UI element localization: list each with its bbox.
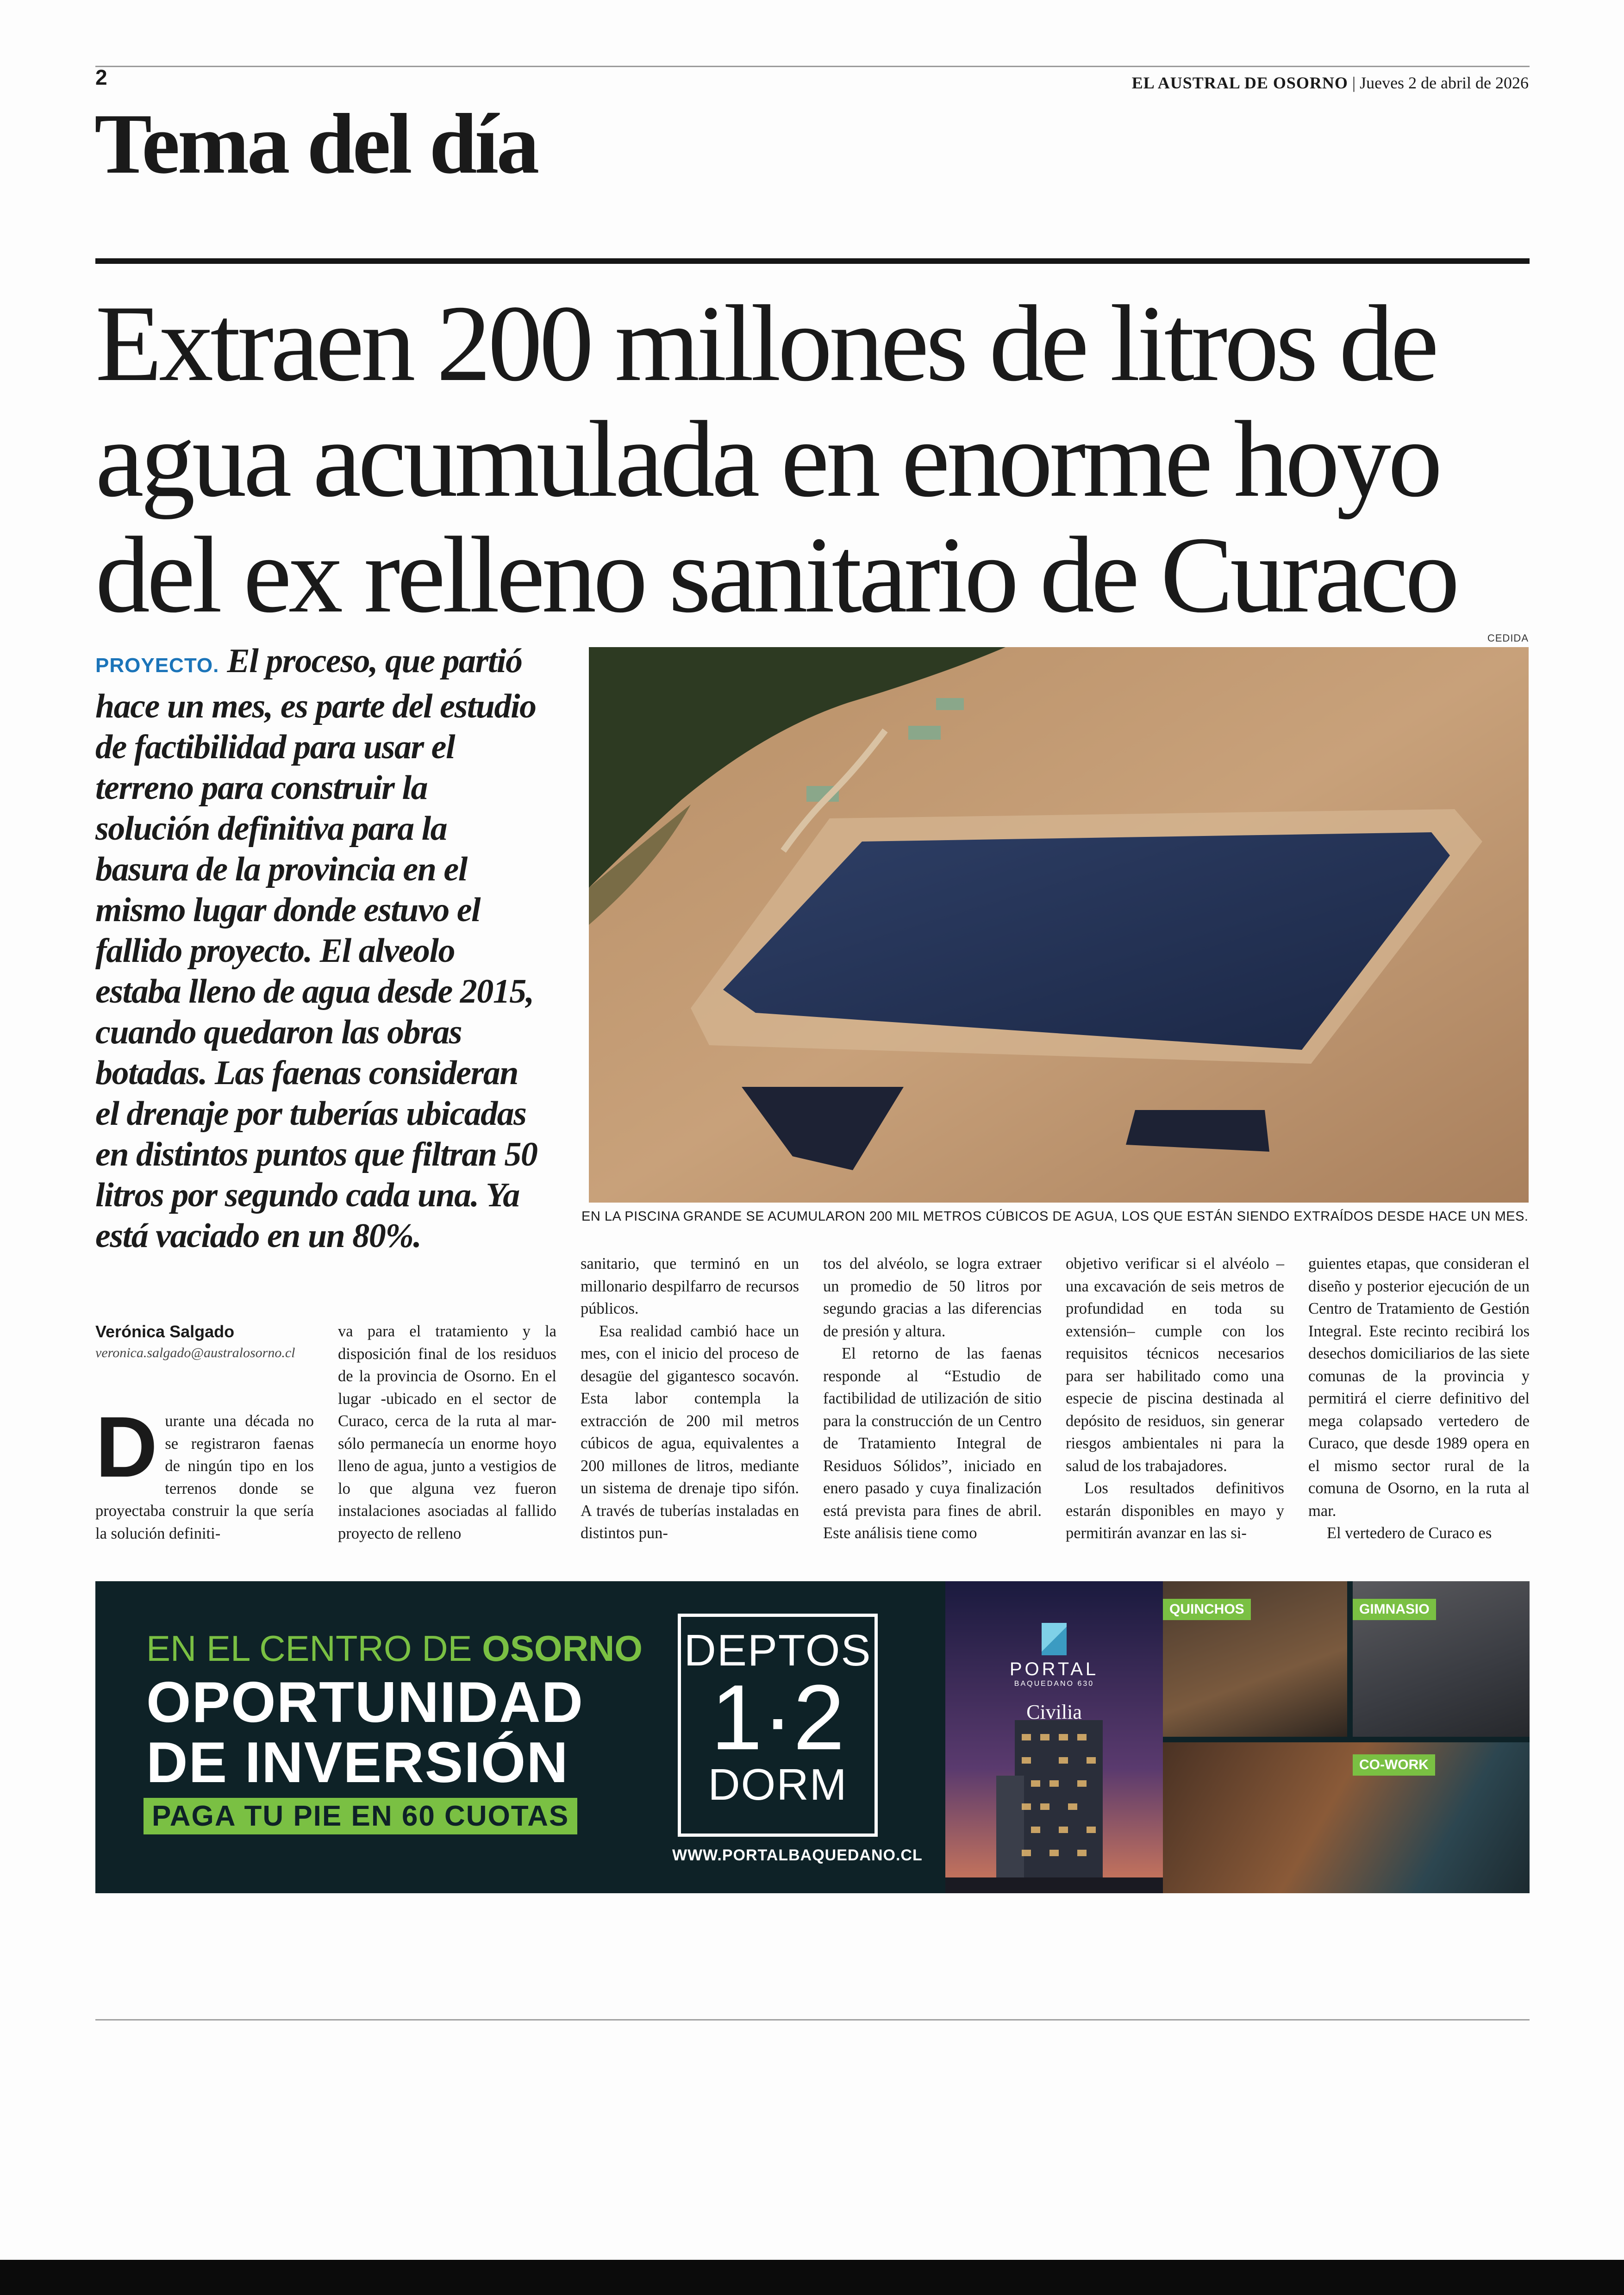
ad-brand-block xyxy=(945,1623,1163,1724)
body-paragraph: sanitario, que terminó en un millonario despilfarro de recursos públicos. xyxy=(581,1255,799,1317)
bottom-rule xyxy=(95,2019,1530,2021)
masthead-separator: | xyxy=(1352,74,1360,92)
top-rule xyxy=(95,66,1530,67)
article-photo xyxy=(589,647,1529,1203)
page-number: 2 xyxy=(95,65,107,89)
lead-text: El proceso, que partió hace un mes, es parte del estudio de factibilidad para usar el terreno para construir la solución definitiva para la basura de la provincia en el mismo lugar donde estuvo el fallido proyecto. El alveolo estaba lleno de agua desde 2015, cuando quedaron las obras botadas. Las faenas consideran el drenaje por tuberías ubicadas en distintos puntos que filtran 50 litros por segundo cada una. Ya está vaciado en un 80%. xyxy=(95,642,537,1255)
ad-cuotas-badge: PAGA TU PIE EN 60 CUOTAS xyxy=(144,1798,577,1834)
body-paragraph: tos del alvéolo, se logra extraer un promedio de 50 litros por segundo gracias a las diferencias de presión y altura. xyxy=(823,1255,1042,1340)
ad-tag-cowork: CO-WORK xyxy=(1353,1754,1435,1776)
body-column-1 xyxy=(95,1399,314,1545)
body-column-2 xyxy=(338,1320,556,1545)
body-paragraph: guientes etapas, que consideran el diseño y posterior ejecución de un Centro de Tratamiento de Gestión Integral. Este recinto recibirá los desechos domiciliarios de las siete comunas de la provincia y permitirá el cierre definitivo del mega colapsado vertedero de Curaco, que desde 1989 opera en el mismo sector rural de la comuna de Osorno, en la ruta al mar. xyxy=(1308,1255,1530,1520)
ad-deptos-box xyxy=(678,1614,878,1837)
body-paragraph: objetivo verificar si el alvéolo – una excavación de seis metros de profundidad en toda su extensión– cumple con los requisitos técnicos necesarios para ser habilitado como una especie de piscina destinada al depósito de residuos, sin generar riesgos ambientales ni para la salud de los trabajadores. xyxy=(1066,1255,1284,1475)
photo-caption: EN LA PISCINA GRANDE SE ACUMULARON 200 MIL METROS CÚBICOS DE AGUA, LOS QUE ESTÁN SIENDO EXTRAÍDOS DESDE HACE UN MES. xyxy=(581,1209,1529,1224)
author-name: Verónica Salgado xyxy=(95,1322,235,1341)
body-paragraph: El vertedero de Curaco es xyxy=(1327,1524,1492,1542)
section-rule xyxy=(95,258,1530,264)
author-email: veronica.salgado@australosorno.cl xyxy=(95,1345,295,1360)
ad-dorm-numbers: 1·2 xyxy=(711,1666,845,1769)
body-paragraph: El retorno de las faenas responde al “Estudio de factibilidad de utilización de sitio para la construcción de un Centro de Tratamiento Integral de Residuos Sólidos”, iniciado en enero pasado y cuya finalización está prevista para fines de abril. Este análisis tiene como xyxy=(823,1345,1042,1542)
ad-brand-name: PORTAL xyxy=(1009,1659,1099,1679)
publication-name: EL AUSTRAL DE OSORNO xyxy=(1131,74,1348,92)
dropcap: D xyxy=(95,1399,158,1495)
body-paragraph: Esa realidad cambió hace un mes, con el inicio del proceso de desagüe del gigantesco socavón. Esta labor contempla la extracción de 200 mil metros cúbicos de agua, equivalentes a 200 millones de litros, mediante un sistema de drenaje tipo sifón. A través de tuberías instaladas en distintos pun- xyxy=(581,1322,799,1542)
photo-shed-3 xyxy=(936,698,964,710)
ad-developer-name: Civilia xyxy=(1026,1701,1082,1723)
ad-headline-line-2: DE INVERSIÓN xyxy=(146,1731,569,1795)
photo-shed-2 xyxy=(908,726,941,740)
ad-brand-logo-icon xyxy=(1042,1623,1067,1655)
article-headline: Extraen 200 millones de litros de agua acumulada en enorme hoyo del ex relleno sanitario de Curaco xyxy=(95,283,1457,636)
ad-deptos-label: DEPTOS xyxy=(684,1626,872,1675)
ad-headline-small xyxy=(146,1628,643,1670)
ad-website-link[interactable]: WWW.PORTALBAQUEDANO.CL xyxy=(672,1846,923,1864)
body-text: urante una década no se registraron faenas de ningún tipo en los terrenos donde se proyectaba construir la que sería la solución definiti- xyxy=(95,1412,314,1542)
ad-brand-sub: BAQUEDANO 630 xyxy=(1014,1680,1094,1688)
body-paragraph: Los resultados definitivos estarán disponibles en mayo y permitirán avanzar en las si- xyxy=(1066,1479,1284,1542)
ad-tag-gimnasio: GIMNASIO xyxy=(1353,1599,1436,1620)
ad-dorm-label: DORM xyxy=(708,1760,848,1809)
publication-date: Jueves 2 de abril de 2026 xyxy=(1360,74,1529,92)
masthead xyxy=(1132,73,1529,93)
photo-credit: CEDIDA xyxy=(1487,632,1529,644)
body-column-3 xyxy=(581,1253,799,1545)
section-title: Tema del día xyxy=(94,96,537,192)
body-column-5 xyxy=(1066,1253,1284,1545)
ad-tag-quinchos: QUINCHOS xyxy=(1163,1599,1251,1620)
viewer-bottom-bar xyxy=(0,2260,1624,2295)
lead-kicker: PROYECTO. xyxy=(95,654,219,677)
article-lead xyxy=(95,641,545,1256)
body-paragraph: va para el tratamiento y la disposición final de los residuos de la provincia de Osorno. En el lugar -ubicado en el sector de Curaco, cerca de la ruta al mar- sólo permanecía un enorme hoyo lleno de agua, junto a vestigios de lo que alguna vez fueron instalaciones asociadas al fallido proyecto de relleno xyxy=(338,1322,556,1542)
photo-pond-small-right xyxy=(1126,1110,1269,1152)
ad-headline-city: OSORNO xyxy=(482,1628,643,1669)
ad-headline-prefix: EN EL CENTRO DE xyxy=(146,1628,472,1669)
ad-photo-cowork xyxy=(1163,1742,1530,1893)
ad-headline-line-1: OPORTUNIDAD xyxy=(146,1671,584,1734)
body-column-4 xyxy=(823,1253,1042,1545)
body-column-6 xyxy=(1308,1253,1530,1545)
advertisement[interactable] xyxy=(95,1581,1530,1893)
